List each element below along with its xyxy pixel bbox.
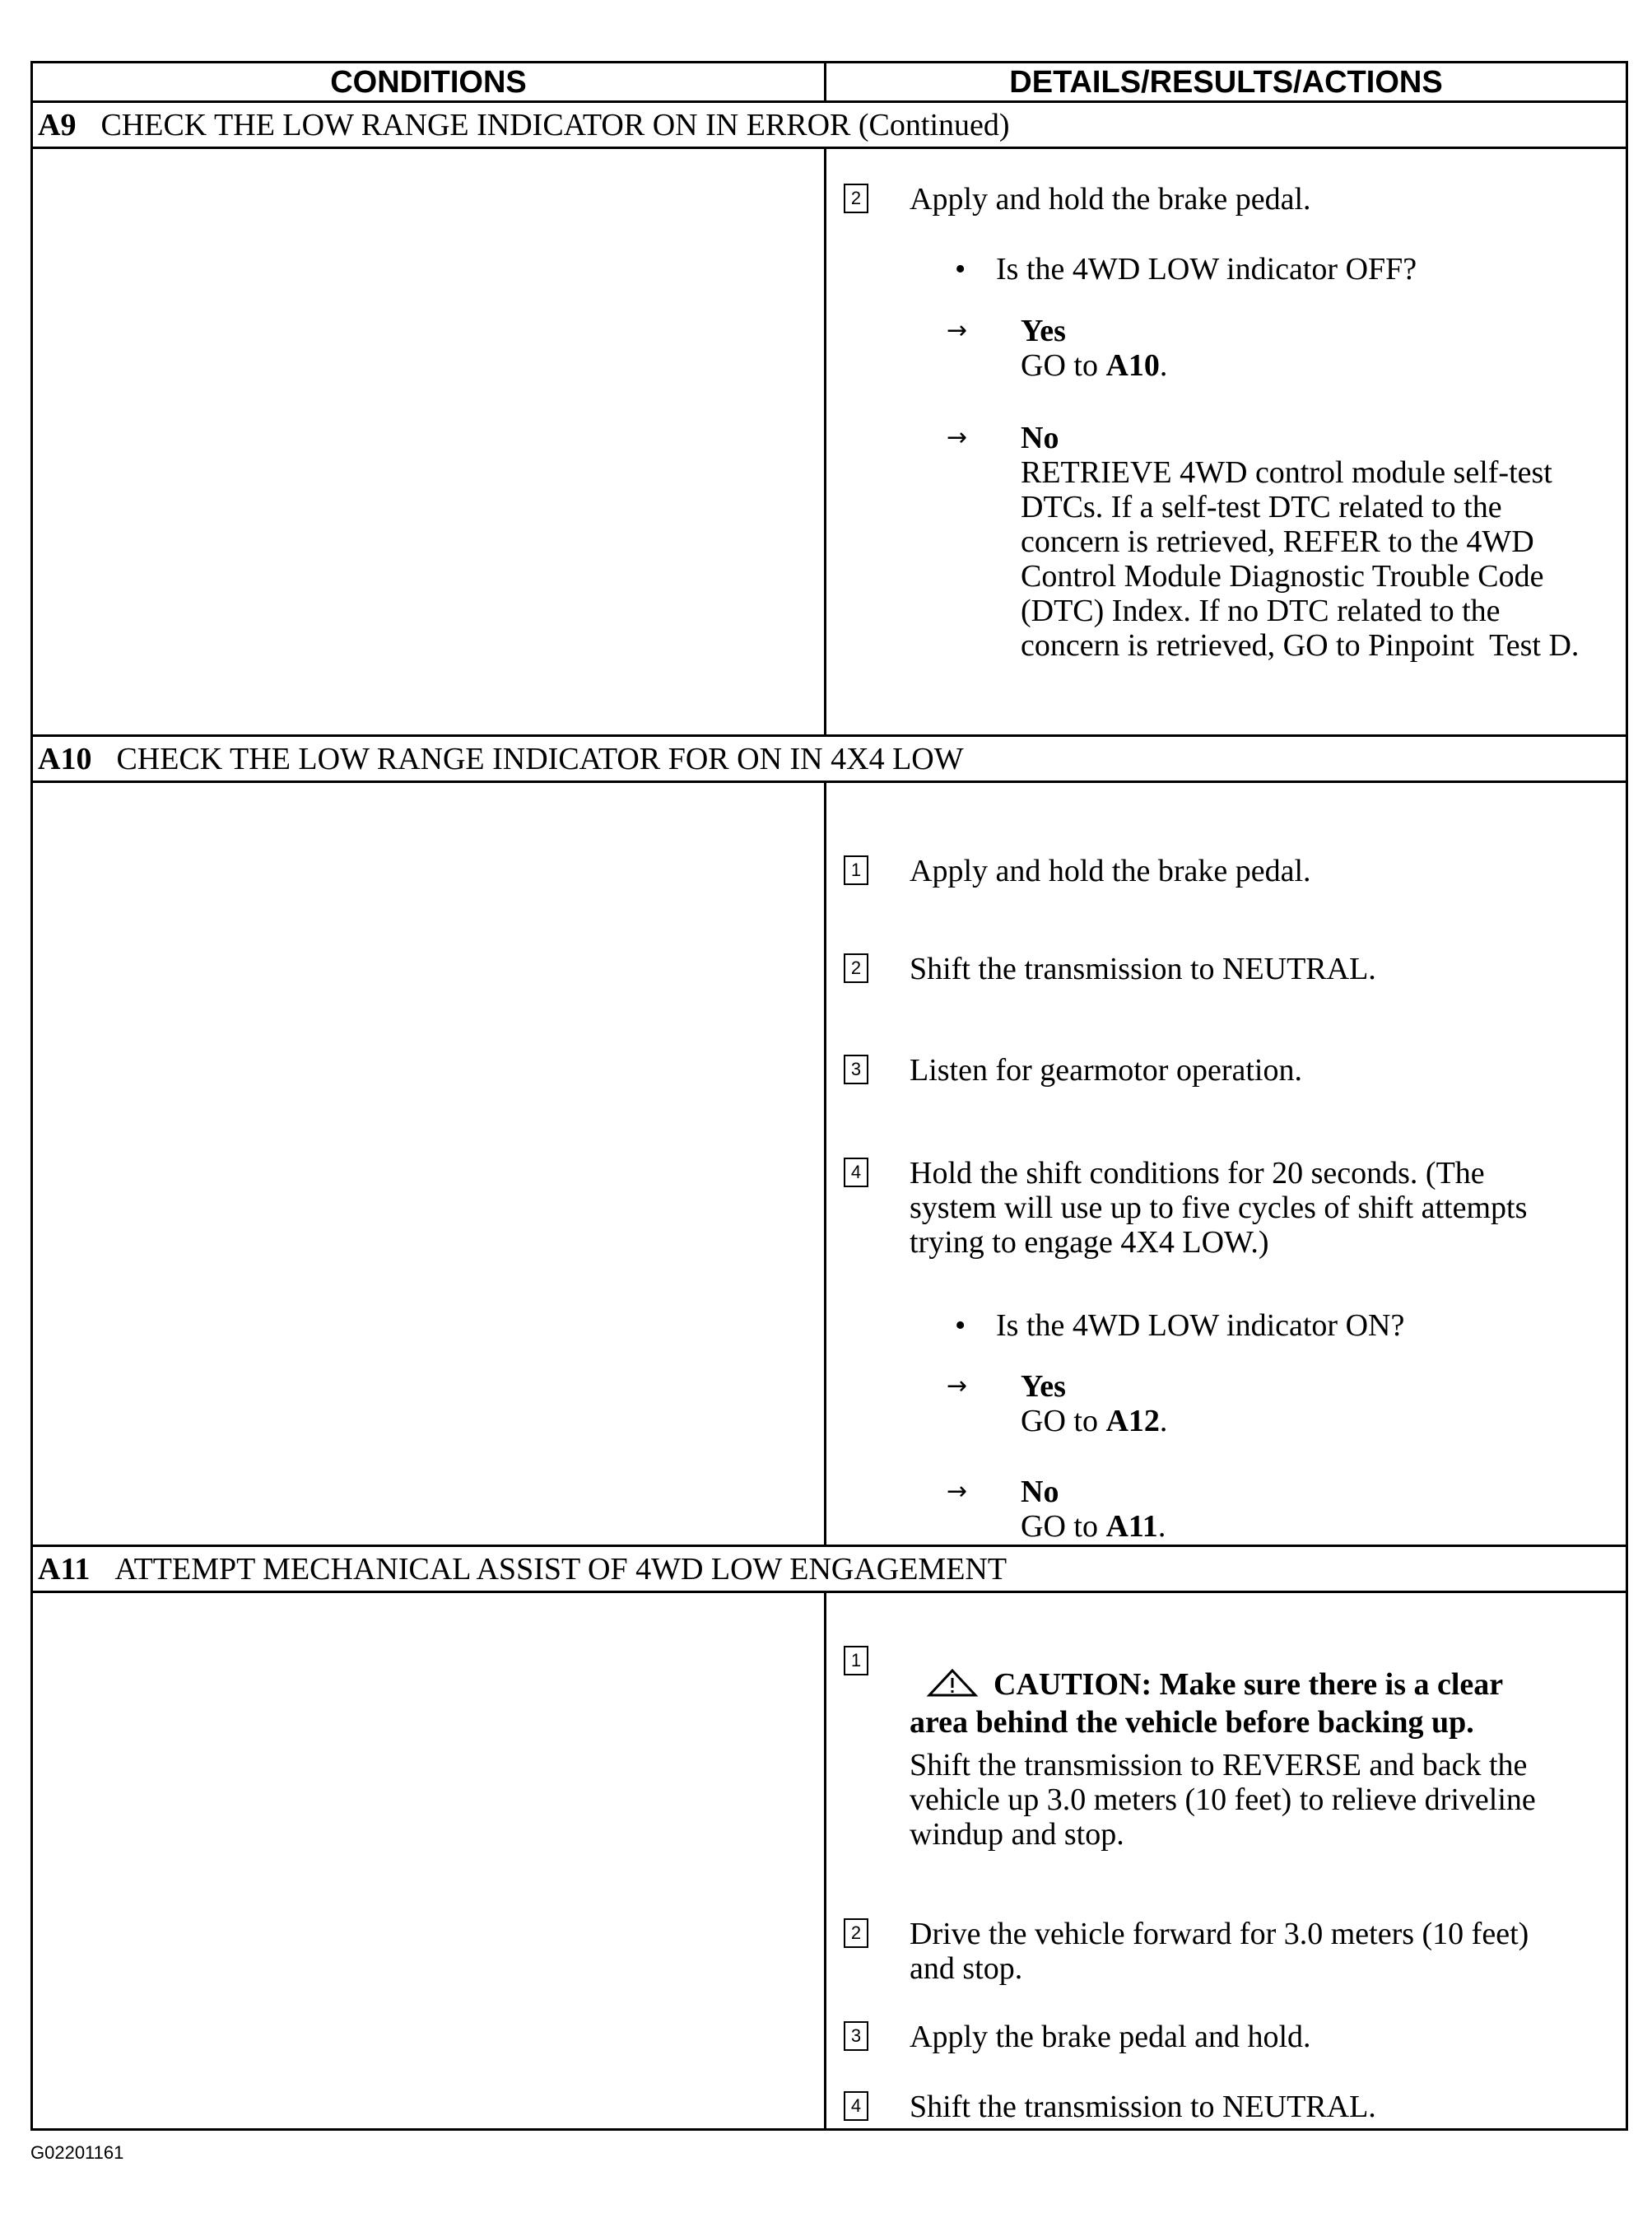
result-line: concern is retrieved, GO to Pinpoint Test D. [1021,628,1580,663]
result-line: RETRIEVE 4WD control module self-test [1021,455,1552,490]
figure-code: G02201161 [30,2142,124,2163]
step-line: Drive the vehicle forward for 3.0 meters (10 feet) [910,1917,1529,1951]
result-suffix: . [1159,348,1168,383]
step-text [910,1917,1634,1986]
arrow-right-icon: → [947,316,968,345]
step-number: 4 [844,2091,868,2121]
step-number: 4 [844,1158,868,1187]
result-suffix: . [1157,1509,1166,1544]
result-prefix: GO to [1021,348,1106,383]
arrow-right-icon: → [947,1477,968,1506]
caution-line: CAUTION: Make sure there is a clear [994,1667,1504,1702]
result-target: A10 [1105,348,1160,383]
result-target: A11 [1105,1509,1158,1544]
result-line: Control Module Diagnostic Trouble Code [1021,559,1544,594]
step-line: vehicle up 3.0 meters (10 feet) to relieve driveline [910,1782,1536,1817]
step-number: 1 [844,855,868,885]
result-prefix: GO to [1021,1404,1106,1438]
details-header: DETAILS/RESULTS/ACTIONS [1009,65,1443,100]
column-divider [824,1593,826,2128]
section-a10-body [33,783,1626,1547]
caution-line: area behind the vehicle before backing up. [910,1705,1474,1740]
section-a10-title [33,737,1626,783]
bullet-dot: • [955,1308,966,1343]
yes-label: Yes [1021,314,1066,348]
step-line: windup and stop. [910,1817,1124,1852]
step-line: system will use up to five cycles of shift attempts [910,1191,1528,1225]
no-result [1021,1509,1652,1544]
question-text: Is the 4WD LOW indicator ON? [996,1308,1405,1343]
step-number: 3 [844,2021,868,2051]
step-text [910,1667,1634,1852]
result-suffix: . [1159,1404,1168,1438]
step-number: 2 [844,1918,868,1948]
step-text: Apply the brake pedal and hold. [910,2020,1311,2054]
step-text [910,1156,1634,1260]
step-text: Apply and hold the brake pedal. [910,182,1311,217]
arrow-right-icon: → [947,1372,968,1400]
question-text: Is the 4WD LOW indicator OFF? [996,252,1417,287]
no-label: No [1021,1475,1059,1509]
step-number: 2 [844,953,868,983]
warning-triangle-icon [926,1668,979,1705]
bullet-dot: • [955,252,966,287]
section-title: CHECK THE LOW RANGE INDICATOR ON IN ERROR (Continued) [100,108,1010,142]
step-text: Shift the transmission to NEUTRAL. [910,952,1376,986]
step-line: Shift the transmission to REVERSE and back the [910,1748,1528,1782]
step-number: 2 [844,184,868,213]
section-a11-body [33,1593,1626,2128]
step-text: Shift the transmission to NEUTRAL. [910,2090,1376,2124]
yes-result [1021,1404,1652,1438]
table-header [33,63,1626,103]
section-title: CHECK THE LOW RANGE INDICATOR FOR ON IN 4X4 LOW [116,742,964,776]
step-body [910,1748,1634,1852]
diagnostic-table [30,61,1628,2131]
caution-note [910,1667,1634,1740]
result-line: DTCs. If a self-test DTC related to the [1021,490,1502,524]
section-a9-body [33,149,1626,737]
result-target: A12 [1105,1404,1160,1438]
section-title: ATTEMPT MECHANICAL ASSIST OF 4WD LOW ENGAGEMENT [114,1552,1007,1587]
section-code: A11 [38,1552,91,1587]
result-line: concern is retrieved, REFER to the 4WD [1021,524,1534,559]
yes-label: Yes [1021,1369,1066,1404]
step-line: trying to engage 4X4 LOW.) [910,1225,1269,1260]
conditions-header: CONDITIONS [33,63,826,100]
step-text: Apply and hold the brake pedal. [910,854,1311,888]
column-divider [824,783,826,1545]
section-code: A10 [38,742,92,776]
arrow-right-icon: → [947,423,968,452]
step-line: Hold the shift conditions for 20 seconds. (The [910,1156,1485,1191]
column-divider [824,149,826,734]
yes-result [1021,348,1652,383]
section-a11-title [33,1547,1626,1593]
section-a9-title [33,103,1626,149]
step-number: 3 [844,1055,868,1084]
result-prefix: GO to [1021,1509,1106,1544]
step-text: Listen for gearmotor operation. [910,1053,1302,1088]
step-number: 1 [844,1646,868,1675]
result-line: (DTC) Index. If no DTC related to the [1021,594,1501,628]
no-label: No [1021,421,1059,455]
section-code: A9 [38,108,77,142]
no-result [1021,455,1652,663]
step-line: and stop. [910,1951,1023,1986]
